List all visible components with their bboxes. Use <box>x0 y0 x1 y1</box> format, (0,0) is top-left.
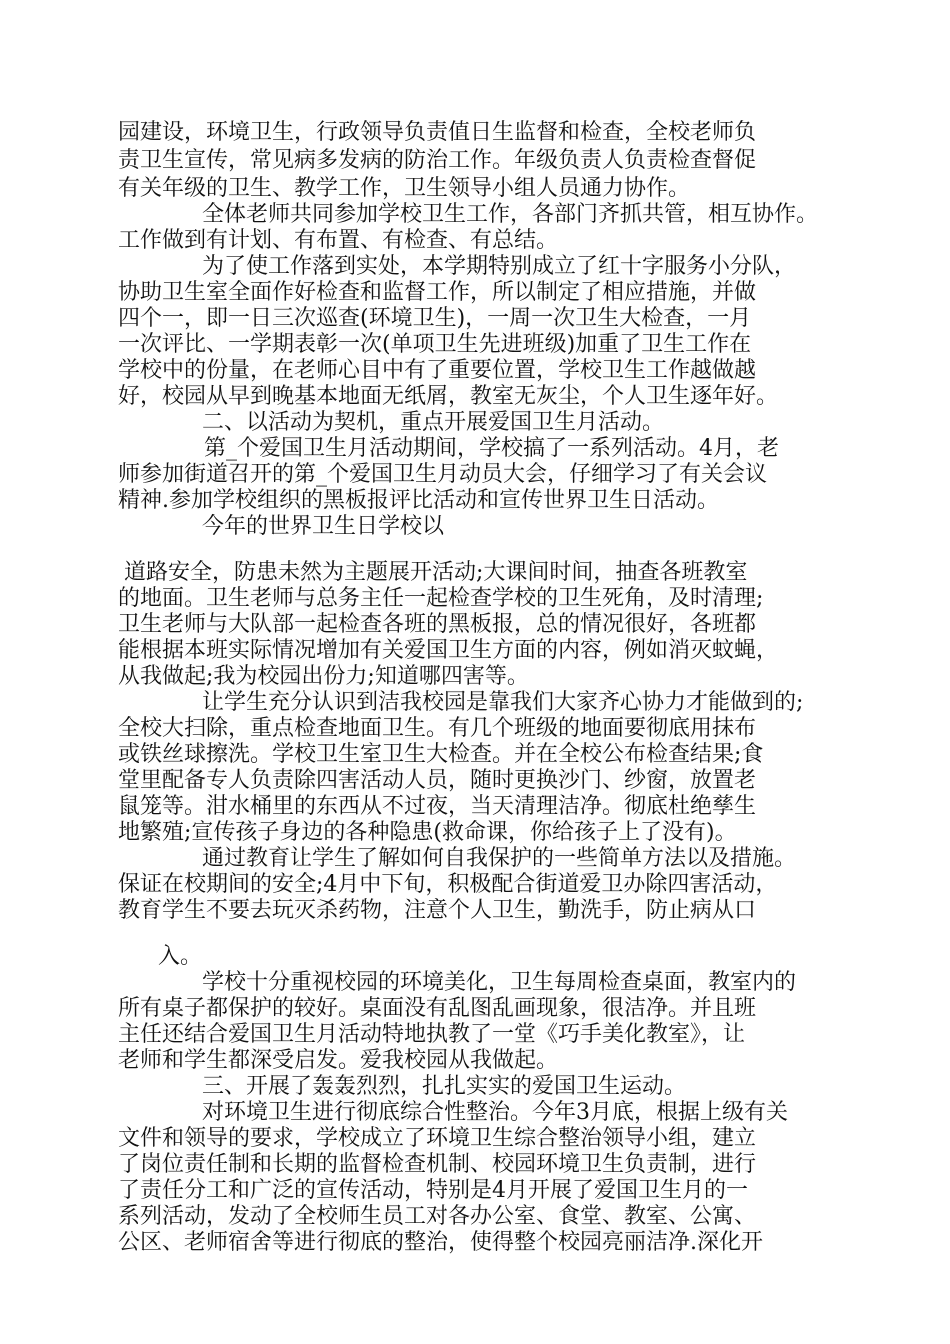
text-line: 全体老师共同参加学校卫生工作，各部门齐抓共管，相互协作。 <box>202 202 819 227</box>
text-line: 保证在校期间的安全;4月中下旬，积极配合街道爱卫办除四害活动， <box>118 872 778 897</box>
text-line: 有关年级的卫生、教学工作，卫生领导小组人员通力协作。 <box>118 176 691 201</box>
text-line: 道路安全，防患未然为主题展开活动;大课间时间，抽查各班教室 <box>124 560 748 585</box>
text-line: 学校中的份量，在老师心目中有了重要位置，学校卫生工作越做越 <box>118 358 757 383</box>
text-line: 鼠笼等。泔水桶里的东西从不过夜，当天清理洁净。彻底杜绝孳生 <box>118 794 757 819</box>
text-line: 主任还结合爱国卫生月活动特地执教了一堂《巧手美化教室》，让 <box>118 1022 746 1047</box>
text-line: 或铁丝球擦洗。学校卫生室卫生大检查。并在全校公布检查结果;食 <box>118 742 764 767</box>
text-line: 老师和学生都深受启发。爱我校园从我做起。 <box>118 1048 559 1073</box>
text-line: 所有桌子都保护的较好。桌面没有乱图乱画现象，很洁净。并且班 <box>118 996 757 1021</box>
text-line: 学校十分重视校园的环境美化，卫生每周检查桌面，教室内的 <box>202 970 797 995</box>
text-line: 好，校园从早到晚基本地面无纸屑，教室无灰尘，个人卫生逐年好。 <box>118 384 779 409</box>
text-line: 协助卫生室全面作好检查和监督工作，所以制定了相应措施，并做 <box>118 280 757 305</box>
section-heading: 三、开展了轰轰烈烈，扎扎实实的爱国卫生运动。 <box>202 1074 687 1099</box>
text-line: 责卫生宣传，常见病多发病的防治工作。年级负责人负责检查督促 <box>118 148 757 173</box>
text-line: 了责任分工和广泛的宣传活动，特别是4月开展了爱国卫生月的一 <box>118 1178 748 1203</box>
text-line: 教育学生不要去玩灭杀药物，注意个人卫生，勤洗手，防止病从口 <box>118 898 757 923</box>
text-line: 文件和领导的要求，学校成立了环境卫生综合整治领导小组，建立 <box>118 1126 757 1151</box>
text-line: 了岗位责任制和长期的监督检查机制、校园环境卫生负责制，进行 <box>118 1152 757 1177</box>
text-line: 通过教育让学生了解如何自我保护的一些简单方法以及措施。 <box>202 846 797 871</box>
text-line: 四个一，即一日三次巡查(环境卫生)，一周一次卫生大检查，一月 <box>118 306 752 331</box>
text-line: 卫生老师与大队部一起检查各班的黑板报，总的情况很好，各班都 <box>118 612 757 637</box>
text-line: 第_个爱国卫生月活动期间，学校搞了一系列活动。4月，老 <box>204 436 779 461</box>
text-line: 从我做起;我为校园出份力;知道哪四害等。 <box>118 664 529 689</box>
text-line: 全校大扫除，重点检查地面卫生。有几个班级的地面要彻底用抹布 <box>118 716 757 741</box>
text-line: 对环境卫生进行彻底综合性整治。今年3月底，根据上级有关 <box>202 1100 788 1125</box>
text-line: 堂里配备专人负责除四害活动人员，随时更换沙门、纱窗，放置老 <box>118 768 757 793</box>
text-line: 的地面。卫生老师与总务主任一起检查学校的卫生死角，及时清理; <box>118 586 764 611</box>
text-line: 师参加街道召开的第_个爱国卫生月动员大会，仔细学习了有关会议 <box>118 462 768 487</box>
text-line: 入。 <box>158 944 203 969</box>
text-line: 系列活动，发动了全校师生员工对各办公室、食堂、教室、公寓、 <box>118 1204 757 1229</box>
text-line: 让学生充分认识到洁我校园是靠我们大家齐心协力才能做到的; <box>202 690 804 715</box>
text-line: 公区、老师宿舍等进行彻底的整治，使得整个校园亮丽洁净.深化开 <box>118 1230 763 1255</box>
text-line: 能根据本班实际情况增加有关爱国卫生方面的内容，例如消灭蚊蝇， <box>118 638 779 663</box>
text-line: 为了使工作落到实处，本学期特别成立了红十字服务小分队， <box>202 254 797 279</box>
text-line: 一次评比、一学期表彰一次(单项卫生先进班级)加重了卫生工作在 <box>118 332 752 357</box>
text-line: 地繁殖;宣传孩子身边的各种隐患(救命课，你给孩子上了没有)。 <box>118 820 737 845</box>
text-line: 工作做到有计划、有布置、有检查、有总结。 <box>118 228 559 253</box>
text-line: 园建设，环境卫生，行政领导负责值日生监督和检查，全校老师负 <box>118 120 757 145</box>
section-heading: 二、以活动为契机，重点开展爱国卫生月活动。 <box>202 410 665 435</box>
text-line: 精神.参加学校组织的黑板报评比活动和宣传世界卫生日活动。 <box>118 488 719 513</box>
text-line: 今年的世界卫生日学校以 <box>202 514 445 539</box>
